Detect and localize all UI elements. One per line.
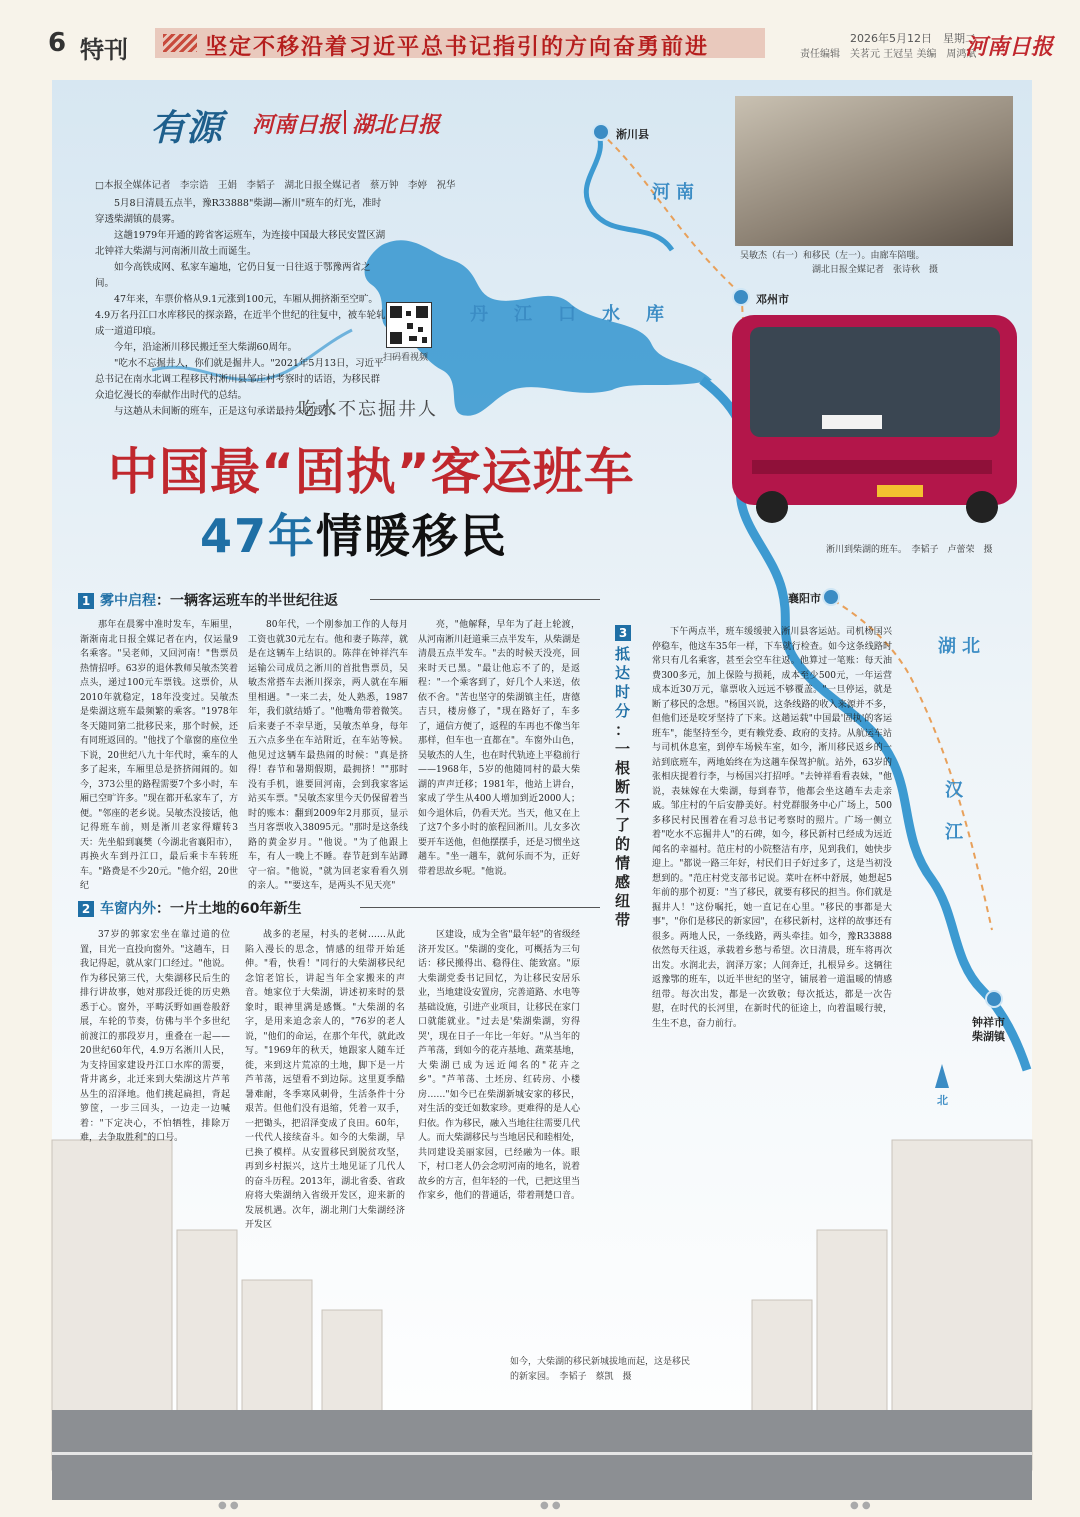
body-text: 37岁的郭家宏坐在靠过道的位置，目光一直投向窗外。"这趟车，日我记得起，就从家门口经过。"他说。作为移民第三代，大柴湖移民后生的排行讲故事，她对那段迁徙的历史熟悉于心。窗外，平畴沃野如画卷般舒展，车轮的节奏，仿佛与半个多世纪前渡江的那段岁月，重叠在一起——20世纪60年代，4.9万名淅川人民，为支持国家建设丹江口水库的需要，背井离乡，北迁来到大柴湖这片芦苇丛生的沼泽地。他们挑起扁担，背起箩筐，一步三回头，一边走一边喊着："下定决心，不怕牺牲，排除万难，去争取胜利"的口号。 xyxy=(80,930,230,1143)
section-1-rule xyxy=(370,599,600,600)
bus-plate xyxy=(877,485,923,497)
body-text: 战多的老屋，村头的老树……从此陷入漫长的思念，情感的纽带开始延伸。"看，快看！"同行的大柴湖移民纪念馆老馆长，讲起当年全家搬来的声音。她家位于大柴湖，讲述初来时的景象时，眼神里满是感慨。"大柴湖的名字，是用来追念亲人的，"76岁的老人说，"他们的命运，在那个年代，就此改写。"1969年的秋天，她跟家人随车迁徙，来到这片荒凉的土地，脚下是一片芦苇荡，远望看不到边际。这里夏季酷暑难耐，冬季寒风刺骨，生活条件十分艰苦。但他们没有退缩，凭着一双手，一把锄头，把沼泽变成了良田。60年，一代代人接续奋斗。如今的大柴湖，早已换了模样。从安置移民到脱贫攻坚，再到乡村振兴，这片土地见证了几代人的奋斗历程。2013年，湖北省委、省政府将大柴湖纳入省级开发区，迎来新的发展机遇。次年，湖北荆门大柴湖经济开发区 xyxy=(245,930,405,1230)
city-label-dengzhou: 邓州市 xyxy=(756,293,789,306)
qr-code-label: 扫码看视频 xyxy=(383,353,429,363)
section-number: 1 xyxy=(78,593,94,609)
river-label-danjiangkou: 丹江口水库 xyxy=(470,304,690,325)
bus-route-sign xyxy=(822,415,882,429)
page-number: 6 xyxy=(48,28,67,58)
section-1-column-3 xyxy=(418,618,580,880)
section-2-column-2 xyxy=(245,928,405,1273)
section-subtitle: ：一片土地的60年新生 xyxy=(156,901,302,917)
body-text: 下午两点半，班车缓缓驶入淅川县客运站。司机杨国兴停稳车，他这车35年一样，下车就行检查。如今这条线路时常只有几名乘客，甚至会空车往返。他算过一笔账：每天油费300多元，加上保险与损耗，成本至少500元，一年运营成本近30万元，靠票收入远远不够覆盖。"一旦停运，就是断了移民的念想。"杨国兴说，这条线路的收入来源并不多，但他们还是咬牙坚持了下来。这趟运载"中国最'固执'的客运班车"，能坚持至今，更有赖党委、政府的支持。从航运车站与司机休息室，到停车场候车室，如今，淅川移民返乡的一站到底班车，两地始终在为这趟车保驾护航。站外，63岁的张相庆提着行李，与杨国兴打招呼。"去钟祥看看表妹，"他说，表妹嫁在大柴湖，每到春节，他都会坐这趟车去走亲戚。邹庄村的午后安静美好。村党群服务中心广场上，500多移民村民围着在看习总书记考察时的照片。广场一侧立着"吃水不忘掘井人"的石碑，如今，移民新村已经成为远近闻名的幸福村。范庄村的小院整洁有序，见到我们，她快步迎上。"都说一路三年好，村民们日子好过多了，这是当初没想到的。"范庄村党支部书记说。菜叶在杯中舒展，她想起5年前的那个初夏："当了移民，就要有移民的担当。你们就是掘井人！"这份嘱托，她一直记在心里。"移民的事都是大事"，"你们是移民的新家园"，在移民新村，这样的故事还有很多。两地人民，一条线路，两头牵挂。如今，豫R33888依然每天往返，承载着乡愁与希望。次日清晨，班车将再次出发。水润北去，润泽万家；人间奔迁，扎根异乡。这辆往返豫鄂的班车，以近半世纪的坚守，铺展着一道温暖的情感纽带。每次出发，都是一次致敬；每次抵达，都是一次告慰，在时代的长河里，在新时代的征途上，向着温暖行驶，生生不息，奋力前行。 xyxy=(652,627,892,1029)
banner-stripe-decoration xyxy=(163,34,197,52)
passengers-photo xyxy=(735,96,1013,246)
qr-code-icon xyxy=(387,303,431,347)
page-indicator-dots: ● ● xyxy=(850,1500,871,1511)
section-subtitle: 一根断不了的情感纽带 xyxy=(615,740,631,929)
passengers-photo-credit: 湖北日报全媒记者 张诗秋 摄 xyxy=(812,265,939,275)
headline-rest: 情暖移民 xyxy=(316,509,509,563)
bus-wheel-left xyxy=(756,491,788,523)
section-number: 3 xyxy=(615,625,631,641)
banner-text: 坚定不移沿着习近平总书记指引的方向奋勇前进 xyxy=(205,35,710,60)
editor-credits: 责任编辑 关茗元 王冠呈 美编 周鸿斌 xyxy=(800,49,977,60)
body-text: 亮，"他解释，早年为了赶上轮渡，从河南淅川赶道乘三点半发车，从柴湖是清晨五点半发车。"去的时候天没亮，回来时天已黑。"最让他忘不了的，是返程："一个乘客到了，好几个人来送，依依不舍。"苦也坚守的柴湖镇主任，唐德吉只，楼房修了，"现在路好了，车多了，通信方便了，返程的车再也不像当年那样，但车也一直都在"。车窗外山色，吴敏杰的人生，也在时代轨迹上平稳前行——1968年，5岁的他随同村的最大柴湖的声声迁移；1981年，他站上讲台，家成了学生从400人增加到近2000人；如今退休后，仍看天光。当天，他又在上了这7个多小时的旅程回淅川。儿女多次要开车送他，但他摆摆手，还是习惯坐这趟车。"坐一趟车，就何乐而不为，正好带着思故乡呢。"他说。 xyxy=(418,620,581,877)
city-marker-zhongxiang xyxy=(985,990,1003,1008)
city-label-xiangyang: 襄阳市 xyxy=(788,592,821,605)
section-2-heading xyxy=(78,898,301,918)
north-label: 北 xyxy=(937,1094,948,1107)
passengers-photo-caption: 吴敏杰（右一）和移民（左一）。由廊车陪嗤。 xyxy=(740,251,925,261)
section-subtitle: ：一辆客运班车的半世纪往返 xyxy=(156,593,338,609)
intro-para: 47年来，车票价格从9.1元涨到100元，车厢从拥挤渐至空旷。4.9万名丹江口水库移民的探亲路，在近半个世纪的往复中，被车轮轧成一道道印痕。 xyxy=(95,294,386,337)
section-name: 特刊 xyxy=(80,35,128,64)
intro-para: 与这趟从未间断的班车，正是这句承诺最持久的践行。 xyxy=(114,406,343,417)
city-marker-dengzhou xyxy=(732,288,750,306)
bus-photo xyxy=(732,315,1017,523)
section-separator: ： xyxy=(615,721,631,739)
section-number: 2 xyxy=(78,901,94,917)
section-title: 车窗内外 xyxy=(100,901,156,917)
bus-wheel-right xyxy=(966,491,998,523)
section-1-column-1 xyxy=(80,618,238,891)
section-title: 抵达时分 xyxy=(615,645,631,720)
article-kicker: 吃水不忘掘井人 xyxy=(298,399,438,420)
issue-date: 2026年5月12日 星期二 xyxy=(850,32,976,45)
city-label-zhongxiang: 钟祥市 xyxy=(972,1016,1005,1029)
section-2-column-1 xyxy=(80,928,230,1143)
section-2-rule xyxy=(360,907,600,908)
headline-years: 47年 xyxy=(200,509,317,563)
hubei-daily-logo: 湖北日报 xyxy=(352,112,441,138)
region-label-henan: 河南 xyxy=(652,182,700,203)
page-indicator-dots: ● ● xyxy=(218,1500,239,1511)
section-1-column-2 xyxy=(248,618,408,891)
city-marker-xichuan xyxy=(592,123,610,141)
section-3-heading xyxy=(615,625,635,930)
intro-text xyxy=(95,196,387,420)
intro-para: 今年，沿途淅川移民搬迁至大柴湖60周年。 xyxy=(114,342,298,353)
city-label-xichuan: 淅川县 xyxy=(616,128,649,141)
intro-para: 5月8日清晨五点半，豫R33888"柴湖—淅川"班车的灯光，准时穿透柴湖镇的晨雾。 xyxy=(95,198,382,225)
section-3-column xyxy=(652,625,892,1287)
intro-para: 这趟1979年开通的跨省客运班车，为连接中国最大移民安置区湖北钟祥大柴湖与河南淅川故土而诞生。 xyxy=(95,230,386,257)
city-marker-xiangyang xyxy=(822,588,840,606)
page-indicator-dots: ● ● xyxy=(540,1500,561,1511)
body-text: 区建设，成为全省"最年轻"的省级经济开发区。"柴湖的变化，可概括为三句话：移民搬得出、稳得住、能致富。"原大柴湖党委书记回忆，为让移民安居乐业，当地建设安置房，完善道路、水电等基础设施，引进产业项目，让移民在家门口就能就业。"过去是'柴湖柴湖，穷得哭'，现在日子一年比一年好。"从当年的芦苇荡，到如今的花卉基地、蔬菜基地，大柴湖已成为远近闻名的"花卉之乡"。"芦苇荡、土坯房、红砖房、小楼房……"如今已在柴湖新城安家的移民，对生活的变迁如数家珍。更难得的是人心归依。作为移民，融入当地往往需要几代人。而大柴湖移民与当地居民和睦相处，共同建设美丽家园，已经融为一体。眼下，村口老人仍会念叨河南的地名，说着故乡的方言，但年轻的一代，已把这里当作家乡，他们的普通话，带着荆楚口音。 xyxy=(418,930,581,1201)
road-marking xyxy=(52,1452,1032,1455)
section-1-heading xyxy=(78,590,338,610)
north-arrow-icon xyxy=(935,1064,949,1088)
intro-para: "吃水不忘掘井人，你们就是掘井人。"2021年5月13日，习近平总书记在南水北调工程移民村淅川县邹庄村考察时的话语，为移民群众追忆漫长的奉献作出时代的总结。 xyxy=(95,358,384,401)
headline-line2 xyxy=(200,500,508,566)
bottom-photo-caption: 如今，大柴湖的移民新城拔地而起，这是移民的新家园。 李韬子 蔡凯 摄 xyxy=(510,1357,691,1382)
region-label-hubei: 湖北 xyxy=(938,636,986,657)
column-logo: 有源 xyxy=(150,107,223,149)
body-text: 那年在晨雾中准时发车，车厢里，渐渐南北日报全媒记者在内，仅运量9名乘客。"吴老师，又回河南！"售票员热情招呼。63岁的退休教师吴敏杰笑着点头，递过100元车票钱。这票价，从2010年就稳定，18年没变过。吴敏杰是柴湖这班车最频繁的乘客。"1978年冬天随同第二批移民来，那个时候，还有同班返回的。"他找了个靠窗的座位坐下说，20世纪八九十年代时，乘车的人多了起来，车厢里总是挤挤闹闹的。如今，373公里的路程需要7个多小时，车厢已空旷许多。"现在都开私家车了，方便。"邻座的老乡说。吴敏杰没接话，他记得班车前，则是淅川老家得耀转3天：先坐船到襄樊（今湖北省襄阳市），再换火车到丹江口，最后乘卡车转班车。"路费是不少20元。"他介绍，20世纪 xyxy=(80,620,238,891)
qr-code[interactable] xyxy=(386,302,432,348)
bus-bumper xyxy=(752,460,992,474)
town-label-chaihu: 柴湖镇 xyxy=(972,1030,1005,1043)
byline: □本报全媒体记者 李宗诰 王娟 李韬子 湖北日报全媒记者 蔡万钟 李婷 祝华 xyxy=(95,180,456,191)
body-text: 80年代，一个刚参加工作的人每月工资也就30元左右。他和妻子陈萍，就是在这辆车上结识的。陈萍在钟祥汽车运输公司成员之淅川的首批售票员，吴敏杰常搭车去淅川探亲，两人就在车厢里相遇。"一来二去，处人熟悉，1987年，我们就结婚了。"他嘴角带着微笑。后来妻子不幸早逝，吴敏杰单身，每年五六点多坐在车站附近，在车站等候。他见过这辆车最热闹的时候："真是挤得！春节和暑期假期，最拥挤！""那时没有手机，谁要回河南，会到我家客运站买车票。"吴敏杰家里今天仍保留着当时的账本：翻到2009年2月那页，显示当月客票收入38095元。"那时是这条线路的黄金岁月。"他说。"为了他跟上车，有人一晚上不睡。春节赶到车站蹲守一宿。"他说，"就为回老家看看久别的亲人。""要这车，是两头不见天亮" xyxy=(248,620,408,891)
logo-divider xyxy=(344,110,346,134)
newspaper-logo: 河南日报 xyxy=(965,34,1054,60)
section-2-column-3 xyxy=(418,928,580,1293)
henan-daily-logo: 河南日报 xyxy=(252,112,341,138)
section-title: 雾中启程 xyxy=(100,593,156,609)
intro-para: 如今高铁成网、私家车遍地，它仍日复一日往返于鄂豫两省之间。 xyxy=(95,262,371,289)
river-label-hanjiang: 汉江 xyxy=(945,780,963,843)
header-banner xyxy=(155,28,765,58)
headline-line1: 中国最“固执”客运班车 xyxy=(108,443,635,501)
bus-photo-caption: 淅川到柴湖的班车。 李韬子 卢蕾荣 摄 xyxy=(826,545,993,555)
